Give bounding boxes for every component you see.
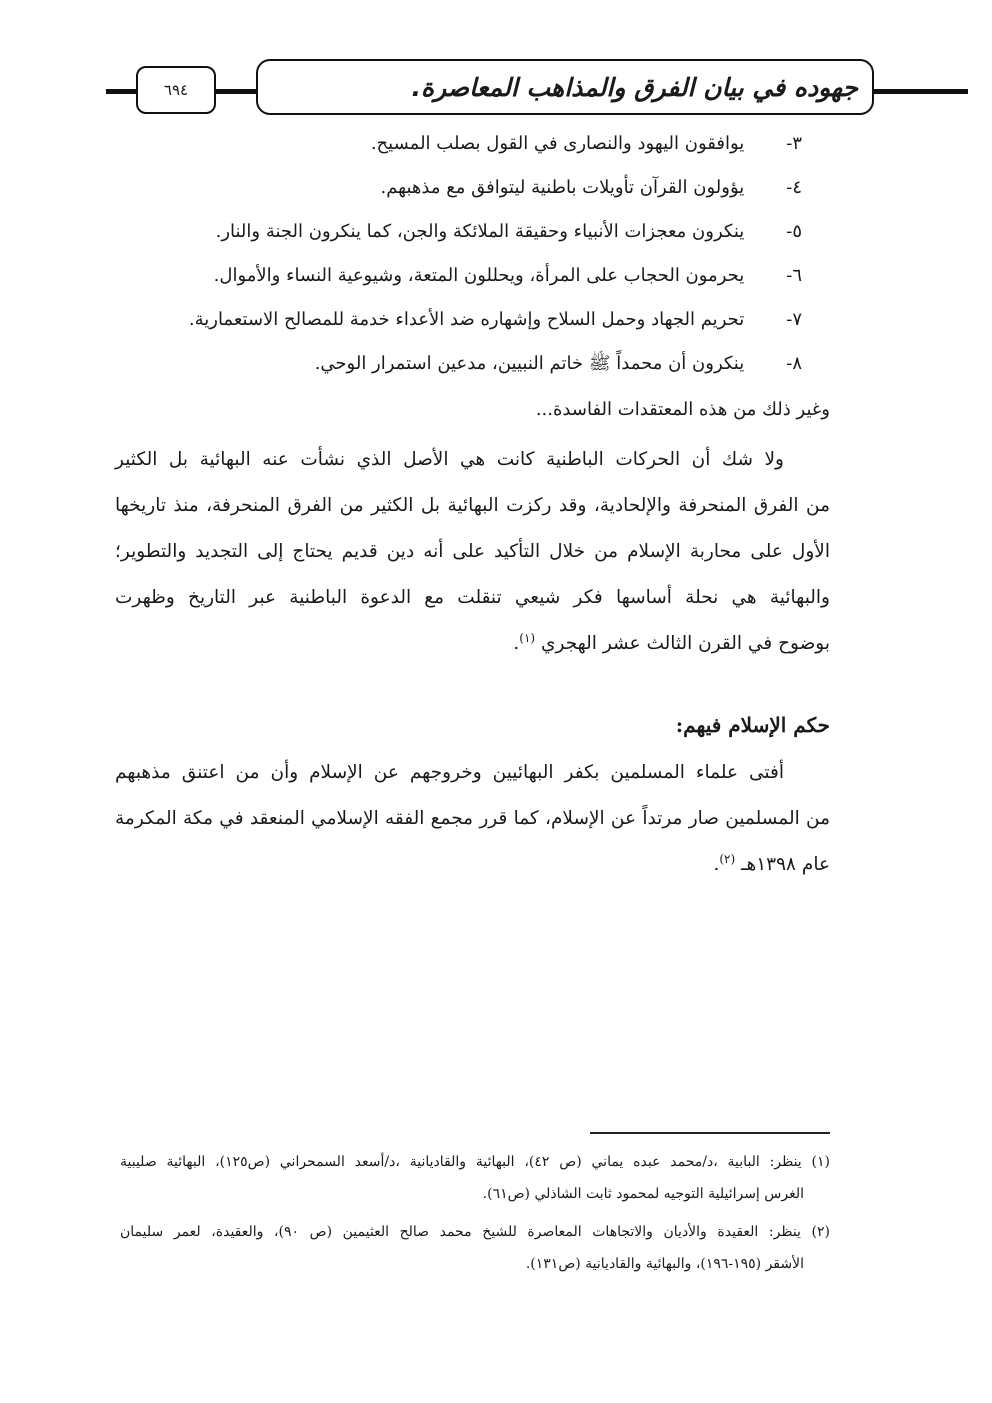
- paragraph-line: عام ١٣٩٨هـ $^{(٢)}$.: [713, 851, 830, 875]
- list-item-text: ينكرون معجزات الأنبياء وحقيقة الملائكة والجن، كما ينكرون الجنة والنار.: [215, 221, 745, 242]
- list-item-number: ٨-: [786, 353, 802, 374]
- running-title: جهوده في بيان الفرق والمذاهب المعاصرة.: [411, 72, 858, 102]
- footnote-2: [120, 1216, 830, 1280]
- footnote-line: الغرس إسرائيلية التوجيه لمحمود ثابت الشاذلي (ص٦١).: [482, 1186, 804, 1202]
- list-item: [162, 349, 802, 379]
- list-item: [162, 217, 802, 247]
- paragraph-line: بوضوح في القرن الثالث عشر الهجري $^{(١)}$.: [513, 630, 830, 654]
- list-item-text: يوافقون اليهود والنصارى في القول بصلب المسيح.: [370, 133, 745, 154]
- section-heading: حكم الإسلام فيهم:: [675, 713, 830, 737]
- paragraph-line: أفتى علماء المسلمين بكفر البهائيين وخروجهم عن الإسلام وأن من اعتنق مذهبهم: [115, 762, 784, 783]
- list-item-text: ينكرون أن محمداً ﷺ خاتم النبيين، مدعين استمرار الوحي.: [314, 353, 745, 374]
- list-item: [162, 129, 802, 159]
- list-item-number: ٥-: [786, 221, 802, 242]
- footnote-separator: [590, 1132, 830, 1134]
- header-rule-middle: [216, 89, 256, 94]
- footnote-line: (١) ينظر: البابية ،د/محمد عبده يماني (ص ٤٢)، البهائية والقاديانية ،د/أسعد السمحراني (ص١٢٥)، البهائية صليبية: [120, 1154, 831, 1170]
- paragraph-line: من الفرق المنحرفة والإلحادية، وقد ركزت البهائية بل الكثير من الفرق المنحرفة، منذ تاريخها: [115, 495, 830, 516]
- running-title-box: [256, 59, 874, 115]
- footnote-line: (٢) ينظر: العقيدة والأديان والاتجاهات المعاصرة للشيخ محمد صالح العثيمين (ص ٩٠)، والعقيدة، لعمر سليمان: [120, 1224, 831, 1240]
- page-number-box: [136, 66, 216, 114]
- footnote-ref-2[interactable]: (٢): [719, 851, 736, 866]
- paragraph-line: من المسلمين صار مرتداً عن الإسلام، كما قرر مجمع الفقه الإسلامي المنعقد في مكة المكرمة: [115, 808, 830, 829]
- list-closing-line: وغير ذلك من هذه المعتقدات الفاسدة...: [535, 399, 830, 420]
- list-item-text: يؤولون القرآن تأويلات باطنية ليتوافق مع مذهبهم.: [380, 177, 745, 198]
- footnote-ref-1[interactable]: (١): [519, 630, 536, 645]
- paragraph-batiniyya: [115, 437, 830, 667]
- list-item-number: ٣-: [786, 133, 802, 154]
- page-number: ٦٩٤: [163, 81, 189, 99]
- paragraph-line-text: بوضوح في القرن الثالث عشر الهجري: [541, 633, 830, 654]
- paragraph-line: ولا شك أن الحركات الباطنية كانت هي الأصل الذي نشأت عنه البهائية بل الكثير: [115, 449, 784, 470]
- list-item-text: تحريم الجهاد وحمل السلاح وإشهاره ضد الأعداء خدمة للمصالح الاستعمارية.: [188, 309, 745, 330]
- paragraph-line: والبهائية هي نحلة أساسها فكر شيعي تنقلت مع الدعوة الباطنية عبر التاريخ وظهرت: [115, 587, 830, 608]
- list-item: [162, 173, 802, 203]
- list-item: [162, 305, 802, 335]
- list-item-number: ٦-: [786, 265, 802, 286]
- paragraph-ruling: [115, 750, 830, 888]
- header-rule-left: [106, 89, 136, 94]
- header-rule-right: [874, 89, 968, 94]
- footnote-1: [120, 1146, 830, 1210]
- list-item: [162, 261, 802, 291]
- list-item-number: ٤-: [786, 177, 802, 198]
- list-item-text: يحرمون الحجاب على المرأة، ويحللون المتعة، وشيوعية النساء والأموال.: [213, 265, 745, 286]
- paragraph-line: الأول على محاربة الإسلام من خلال التأكيد على أنه دين قديم يحتاج إلى التجديد والتطوير؛: [115, 541, 830, 562]
- footnote-line: الأشقر (١٩٥-١٩٦)، والبهائية والقاديانية (ص١٣١).: [525, 1256, 804, 1272]
- list-item-number: ٧-: [786, 309, 802, 330]
- paragraph-line-text: عام ١٣٩٨هـ: [741, 854, 830, 875]
